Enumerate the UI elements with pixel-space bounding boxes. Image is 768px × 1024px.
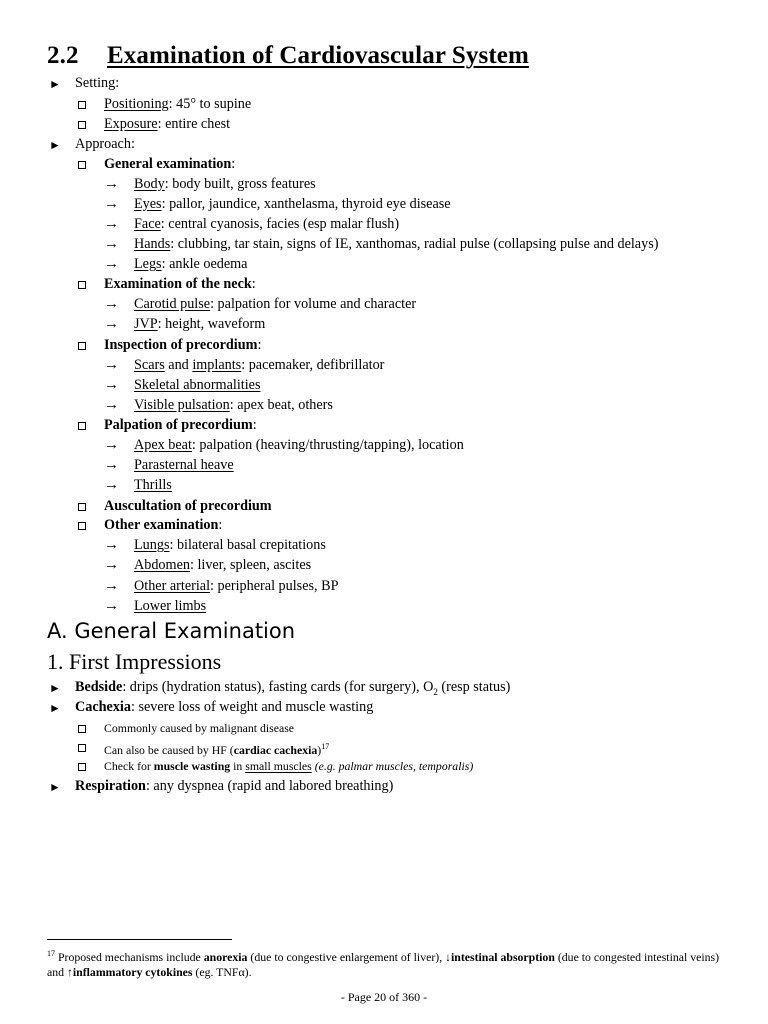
exposure-term: Exposure [104,116,158,132]
colon: : [252,417,257,433]
cachexia-sub-text: Can also be caused by HF ( [104,742,234,757]
arrow-icon: → [104,196,119,212]
neck-exam-heading [104,275,256,293]
cachexia-text: : severe loss of weight and muscle wasting [130,699,374,715]
triangle-bullet-icon: ► [49,701,61,715]
cachexia-subitem [104,738,329,759]
implants-term: implants [192,357,242,373]
arrow-icon: → [104,397,119,413]
section-title [47,42,529,70]
cachexia-item [75,698,373,716]
general-item [134,175,316,193]
respiration-item [75,777,393,795]
palpation-item [134,456,234,474]
inspection-item [134,396,333,414]
respiration-term: Respiration [75,778,146,794]
cachexia-sub-text: ) [317,742,322,757]
section-a-heading: A. General Examination [47,619,296,643]
positioning-term: Positioning [104,96,169,112]
triangle-bullet-icon: ► [49,77,61,91]
arrow-icon: → [104,457,119,473]
checkbox-square-icon [78,522,86,530]
other-item-term: Lower limbs [134,598,207,614]
bedside-text: : drips (hydration status), fasting cards (for surgery), O [122,679,434,695]
arrow-icon: → [104,357,119,373]
general-item-term: Legs [134,256,162,272]
other-item-term: Lungs [134,537,170,553]
cachexia-subitem [104,757,473,775]
checkbox-square-icon [78,161,86,169]
arrow-icon: → [104,437,119,453]
general-item-text: : clubbing, tar stain, signs of IE, xanthomas, radial pulse (collapsing pulse and delays) [170,236,659,252]
apex-beat-term: Apex beat [134,437,192,453]
other-exam-heading [104,516,222,534]
thrills-term: Thrills [134,477,172,493]
general-item-term: Hands [134,236,171,252]
footnote [47,946,727,980]
triangle-bullet-icon: ► [49,681,61,695]
inspection-item [134,356,384,374]
palpation-heading [104,416,257,434]
arrow-icon: → [104,557,119,573]
other-item-text: : liver, spleen, ascites [189,557,312,573]
arrow-icon: → [104,216,119,232]
footnote-bold: inflammatory cytokines [72,964,193,979]
arrow-icon: → [104,176,119,192]
checkbox-square-icon [78,342,86,350]
footnote-ref[interactable]: 17 [321,742,330,751]
footnote-mark: 17 [47,949,55,958]
arrow-icon: → [104,598,119,614]
positioning-item [104,95,251,113]
palpation-item [134,436,464,454]
footnote-text: (eg. TNFα). [192,964,252,979]
respiration-text: : any dyspnea (rapid and labored breathing) [145,778,394,794]
other-item [134,536,326,554]
neck-item [134,315,265,333]
general-item-term: Face [134,216,161,232]
page-number: - Page 20 of 360 - [340,990,428,1004]
footnote-text: Proposed mechanisms include [55,949,204,964]
footnote-bold: anorexia [203,949,248,964]
general-item-term: Body [134,176,165,192]
muscle-wasting-term: muscle wasting [153,759,231,773]
other-exam-heading-text: Other examination [104,517,219,533]
apex-beat-text: : palpation (heaving/thrusting/tapping), location [191,437,464,453]
neck-exam-heading-text: Examination of the neck [104,276,252,292]
cardiac-cachexia-term: cardiac cachexia [233,742,318,757]
other-item [134,577,338,595]
visible-pulsation-term: Visible pulsation [134,397,230,413]
general-item-text: : ankle oedema [161,256,248,272]
triangle-bullet-icon: ► [49,138,61,152]
inspection-item [134,376,260,394]
footnote-text: (due to congestive enlargement of liver), ↓ [247,949,451,964]
cachexia-sub-text: in [230,759,246,773]
general-item-text: : central cyanosis, facies (esp malar flush) [160,216,400,232]
colon: : [257,337,262,353]
other-item-text: : peripheral pulses, BP [210,578,339,594]
neck-item-text: : height, waveform [157,316,266,332]
arrow-icon: → [104,236,119,252]
cachexia-example-text: (e.g. palmar muscles, temporalis) [311,759,474,773]
general-item-text: : body built, gross features [164,176,316,192]
footnote-bold: intestinal absorption [451,949,555,964]
cachexia-term: Cachexia [75,699,131,715]
other-item-text: : bilateral basal crepitations [169,537,326,553]
arrow-icon: → [104,377,119,393]
checkbox-square-icon [78,725,86,733]
section-title-text: Examination of Cardiovascular System [107,42,529,69]
exposure-text: : entire chest [157,116,231,132]
other-item-term: Other arterial [134,578,211,594]
approach-label: Approach: [75,136,135,152]
checkbox-square-icon [78,503,86,511]
bedside-text-2: (resp status) [437,679,511,695]
other-item [134,556,311,574]
general-exam-heading [104,155,235,173]
general-item-text: : pallor, jaundice, xanthelasma, thyroid eye disease [161,196,451,212]
bedside-term: Bedside [75,679,123,695]
small-muscles-term: small muscles [245,759,312,773]
general-item [134,255,247,273]
palpation-heading-text: Palpation of precordium [104,417,253,433]
footnote-divider [47,939,232,940]
and-text: and [164,357,193,373]
exposure-item [104,115,230,133]
setting-label: Setting: [75,75,120,91]
first-impressions-heading: 1. First Impressions [47,649,222,674]
colon: : [231,156,236,172]
checkbox-square-icon [78,744,86,752]
checkbox-square-icon [78,281,86,289]
general-item [134,195,451,213]
cachexia-sub-text: Check for [104,759,154,773]
checkbox-square-icon [78,121,86,129]
other-item-term: Abdomen [134,557,190,573]
neck-item-term: JVP [134,316,158,332]
arrow-icon: → [104,316,119,332]
arrow-icon: → [104,296,119,312]
checkbox-square-icon [78,422,86,430]
parasternal-term: Parasternal heave [134,457,234,473]
inspection-heading-text: Inspection of precordium [104,337,258,353]
general-exam-heading-text: General examination [104,156,232,172]
scars-text: : pacemaker, defibrillator [241,357,385,373]
visible-pulsation-text: : apex beat, others [229,397,333,413]
inspection-heading [104,336,261,354]
checkbox-square-icon [78,101,86,109]
auscultation-heading-text: Auscultation of precordium [104,498,272,514]
neck-item [134,295,416,313]
auscultation-heading [104,497,272,515]
other-item [134,597,206,615]
palpation-item [134,476,172,494]
o2-subscript: 2 [433,686,438,697]
checkbox-square-icon [78,763,86,771]
scars-term: Scars [134,357,165,373]
arrow-icon: → [104,578,119,594]
neck-item-term: Carotid pulse [134,296,211,312]
general-item-term: Eyes [134,196,162,212]
general-item [134,215,399,233]
footnote-text: (due to congested intestinal veins) and ↑ [47,949,720,979]
skeletal-term: Skeletal abnormalities [134,377,261,393]
general-item [134,235,658,253]
section-number: 2.2 [47,42,79,69]
cachexia-subitem: Commonly caused by malignant disease [104,721,295,735]
colon: : [218,517,223,533]
arrow-icon: → [104,256,119,272]
arrow-icon: → [104,477,119,493]
triangle-bullet-icon: ► [49,780,61,794]
positioning-text: : 45° to supine [168,96,252,112]
colon: : [251,276,256,292]
neck-item-text: : palpation for volume and character [210,296,417,312]
arrow-icon: → [104,537,119,553]
